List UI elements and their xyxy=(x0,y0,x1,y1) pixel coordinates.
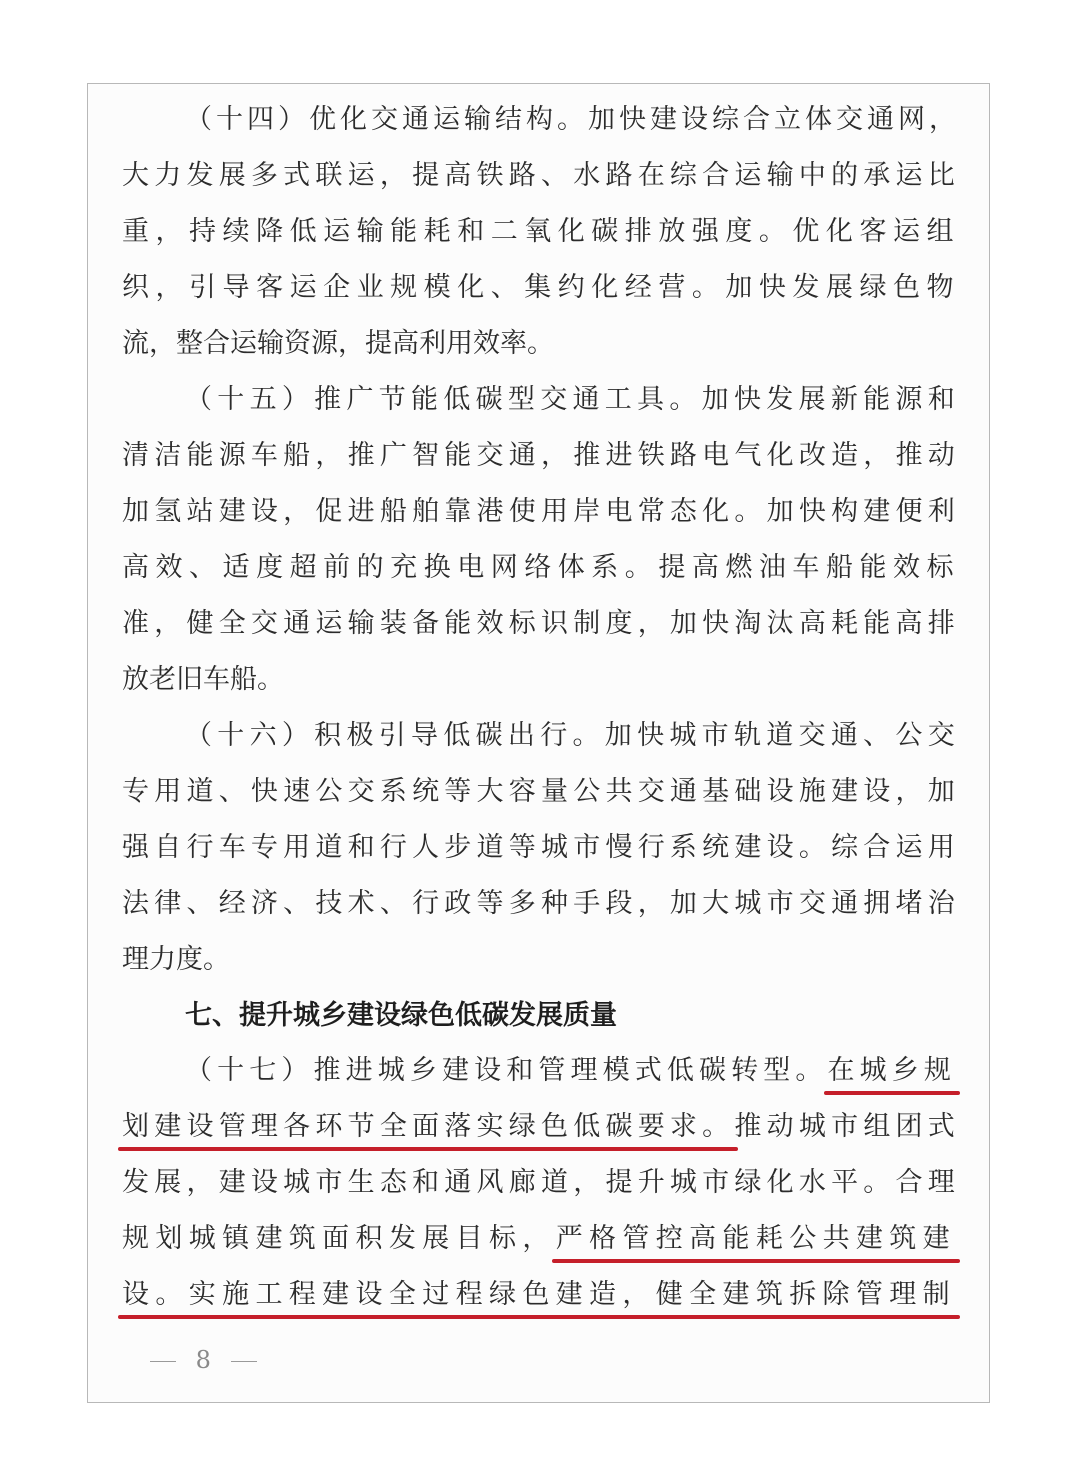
text-segment: （十六）积极引导低碳出行。加快城市轨道交通、公交 xyxy=(185,720,960,751)
text-segment: 大力发展多式联运，提高铁路、水路在综合运输中的承运比 xyxy=(122,160,960,191)
text-line xyxy=(185,380,960,420)
text-line xyxy=(122,1163,960,1203)
text-segment: 规划城镇建筑面积发展目标， xyxy=(122,1223,556,1254)
text-segment: 法律、经济、技术、行政等多种手段，加大城市交通拥堵治 xyxy=(122,888,960,919)
highlighted-text: 设。实施工程建设全过程绿色建造，健全建筑拆除管理制 xyxy=(122,1275,956,1315)
page-footer xyxy=(150,1346,257,1374)
footer-dash-left xyxy=(150,1361,176,1362)
highlighted-text: 严格管控高能耗公共建筑建 xyxy=(556,1219,956,1259)
text-line xyxy=(122,548,960,588)
highlighted-text: 划建设管理各环节全面落实绿色低碳要求。 xyxy=(122,1107,734,1147)
text-segment: 推动城市组团式 xyxy=(734,1111,961,1142)
text-segment: （十七）推进城乡建设和管理模式低碳转型。 xyxy=(185,1055,828,1086)
text-segment: 专用道、快速公交系统等大容量公共交通基础设施建设，加 xyxy=(122,776,960,807)
text-segment: 重，持续降低运输能耗和二氧化碳排放强度。优化客运组 xyxy=(122,216,960,247)
text-segment: （十五）推广节能低碳型交通工具。加快发展新能源和 xyxy=(185,384,960,415)
text-line xyxy=(122,660,284,700)
text-segment: 清洁能源车船，推广智能交通，推进铁路电气化改造，推动 xyxy=(122,440,960,471)
text-line xyxy=(185,100,960,140)
text-segment: 七、提升城乡建设绿色低碳发展质量 xyxy=(185,1000,617,1031)
text-line xyxy=(122,604,960,644)
text-line xyxy=(122,436,960,476)
text-line xyxy=(122,884,960,924)
text-line xyxy=(122,492,960,532)
text-line xyxy=(122,212,960,252)
text-line xyxy=(122,1107,960,1147)
text-segment: 流，整合运输资源，提高利用效率。 xyxy=(122,328,554,359)
text-segment: 加氢站建设，促进船舶靠港使用岸电常态化。加快构建便利 xyxy=(122,496,960,527)
page-number: 8 xyxy=(195,1346,211,1374)
text-line xyxy=(122,156,960,196)
text-line xyxy=(185,1051,956,1091)
text-segment: 织，引导客运企业规模化、集约化经营。加快发展绿色物 xyxy=(122,272,960,303)
highlighted-text: 在城乡规 xyxy=(828,1051,957,1091)
text-segment: 放老旧车船。 xyxy=(122,664,284,695)
section-heading xyxy=(185,996,617,1036)
text-segment: 高效、适度超前的充换电网络体系。提高燃油车船能效标 xyxy=(122,552,960,583)
text-segment: 准，健全交通运输装备能效标识制度，加快淘汰高耗能高排 xyxy=(122,608,960,639)
text-line xyxy=(122,1219,956,1259)
text-segment: 理力度。 xyxy=(122,944,230,975)
text-line xyxy=(122,268,960,308)
text-line xyxy=(122,772,960,812)
text-line xyxy=(122,828,960,868)
text-line xyxy=(122,1275,956,1315)
text-segment: （十四）优化交通运输结构。加快建设综合立体交通网， xyxy=(185,104,960,135)
text-segment: 强自行车专用道和行人步道等城市慢行系统建设。综合运用 xyxy=(122,832,960,863)
text-line xyxy=(122,324,554,364)
footer-dash-right xyxy=(231,1361,257,1362)
text-segment: 发展，建设城市生态和通风廊道，提升城市绿化水平。合理 xyxy=(122,1167,960,1198)
text-line xyxy=(185,716,960,756)
text-line xyxy=(122,940,230,980)
